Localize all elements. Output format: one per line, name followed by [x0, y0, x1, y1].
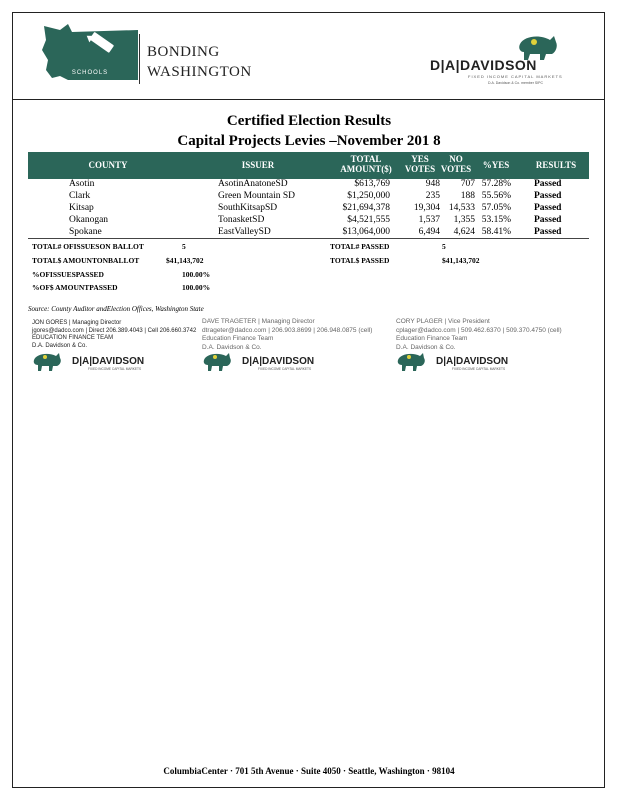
cell-amount: $1,250,000: [347, 191, 390, 201]
contact-team: EDUCATION FINANCE TEAM: [32, 335, 114, 341]
document-title: Certified Election Results: [226, 113, 392, 129]
cell-amount: $613,769: [354, 179, 390, 189]
col-pct: %YES: [482, 160, 510, 170]
col-no-l2: VOTES: [440, 164, 472, 174]
cell-yes: 1,537: [418, 215, 440, 225]
header-divider: [139, 34, 140, 84]
table-row: [28, 179, 589, 191]
cell-yes: 948: [425, 179, 440, 189]
contact-phone: cplager@dadco.com | 509.462.6370 | 509.370.4750 (cell): [396, 326, 562, 334]
table-row: [28, 203, 589, 215]
cell-issuer: EastValleySD: [218, 227, 271, 237]
cell-amount: $4,521,555: [347, 215, 390, 225]
contact-phone: jgores@dadco.com | Direct 206.389.4043 | Cell 206.660.3742: [32, 327, 197, 334]
footer-address: ColumbiaCenter · 701 5th Avenue · Suite 4050 · Seattle, Washington · 98104: [163, 766, 455, 776]
mini-wordmark: D|A|DAVIDSON: [242, 356, 315, 367]
cell-amount: $13,064,000: [342, 227, 390, 237]
cell-county: Asotin: [69, 179, 95, 189]
contact-firm: D.A. Davidson & Co.: [32, 342, 88, 349]
contact-jon-gores: [32, 320, 196, 350]
cell-county: Clark: [69, 191, 91, 201]
summary-pct-issues-label: %OFISSUESPASSED: [32, 270, 104, 279]
cell-no: 4,624: [453, 227, 475, 237]
cell-no: 14,533: [448, 203, 475, 213]
contact-name: CORY PLAGER | Vice President: [396, 318, 490, 325]
mini-subline: FIXED INCOME CAPITAL MARKETS: [88, 367, 142, 371]
cell-amount: $21,694,378: [342, 203, 390, 213]
summary-total-issues-value: 5: [182, 242, 186, 251]
col-results: RESULTS: [535, 160, 577, 170]
cell-pct: 53.15%: [481, 215, 511, 225]
cell-county: Kitsap: [69, 203, 94, 213]
cell-pct: 58.41%: [481, 227, 511, 237]
contact-team: Education Finance Team: [396, 335, 468, 342]
cell-result: Passed: [534, 191, 562, 201]
mini-wordmark: D|A|DAVIDSON: [436, 356, 509, 367]
col-yes-l1: YES: [411, 154, 429, 164]
summary-amount-passed-label: TOTAL$ PASSED: [330, 256, 390, 265]
cell-issuer: AsotinAnatoneSD: [218, 179, 288, 189]
col-amount-l1: TOTAL: [350, 154, 382, 164]
bison-icon: [398, 353, 425, 371]
mini-subline: FIXED INCOME CAPITAL MARKETS: [452, 367, 506, 371]
cell-no: 1,355: [453, 215, 475, 225]
contact-name: DAVE TRAGETER | Managing Director: [202, 318, 315, 325]
document-subtitle: Capital Projects Levies –November 201 8: [177, 133, 441, 149]
bison-icon: [204, 353, 231, 371]
table-bottom-rule: [28, 238, 589, 239]
davidson-subline-2: D.A. Davidson & Co. member SIPC: [488, 81, 544, 85]
cell-yes: 235: [425, 191, 440, 201]
mini-wordmark: D|A|DAVIDSON: [72, 356, 145, 367]
summary-amount-passed-value: $41,143,702: [442, 256, 480, 265]
summary-total-passed-label: TOTAL# PASSED: [330, 242, 390, 251]
summary-total-issues-label: TOTAL# OFISSUESON BALLOT: [32, 242, 144, 251]
cell-result: Passed: [534, 179, 562, 189]
col-amount: [328, 154, 404, 174]
davidson-wordmark: D|A|DAVIDSON: [430, 57, 537, 73]
col-issuer: ISSUER: [241, 160, 275, 170]
cell-pct: 57.28%: [481, 179, 511, 189]
contact-dave-trageter: [202, 318, 372, 352]
cell-pct: 55.56%: [481, 191, 511, 201]
summary-pct-amount-value: 100.00%: [182, 283, 211, 292]
contact-firm: D.A. Davidson & Co.: [202, 343, 262, 351]
cell-result: Passed: [534, 227, 562, 237]
cell-yes: 19,304: [413, 203, 440, 213]
contact-firm: D.A. Davidson & Co.: [396, 343, 456, 351]
source-note: Source: County Auditor andElection Offices, Washington State: [28, 305, 204, 313]
summary-pct-amount-label: %OF$ AMOUNTPASSED: [32, 283, 118, 292]
col-county: COUNTY: [88, 160, 128, 170]
cell-result: Passed: [534, 203, 562, 213]
davidson-mini-logo: [396, 352, 536, 374]
mini-subline: FIXED INCOME CAPITAL MARKETS: [258, 367, 312, 371]
table-row: [28, 191, 589, 203]
summary-total-passed-value: 5: [442, 242, 446, 251]
schools-badge: SCHOOLS: [71, 70, 109, 76]
davidson-mini-logo: [32, 352, 172, 374]
col-no: [438, 154, 474, 174]
bison-icon: [34, 353, 61, 371]
washington-schools-logo: [38, 20, 143, 88]
summary-pct-issues-value: 100.00%: [182, 270, 211, 279]
contact-phone: dtrageter@dadco.com | 206.903.8699 | 206.948.0875 (cell): [202, 326, 373, 334]
davidson-mini-logo: [202, 352, 342, 374]
cell-no: 188: [460, 191, 475, 201]
contact-cory-plager: [396, 318, 562, 352]
cell-county: Spokane: [69, 227, 102, 237]
cell-issuer: SouthKitsapSD: [218, 203, 278, 213]
cell-county: Okanogan: [69, 215, 109, 225]
col-amount-l2: AMOUNT($): [340, 164, 392, 174]
title-line-1: BONDING: [147, 44, 220, 60]
contact-name: JON GORES | Managing Director: [32, 320, 122, 326]
davidson-subline: FIXED INCOME CAPITAL MARKETS: [468, 74, 563, 79]
col-no-l1: NO: [449, 154, 463, 164]
summary-total-amount-label: TOTAL$ AMOUNTONBALLOT: [32, 256, 140, 265]
col-yes-l2: VOTES: [404, 164, 436, 174]
col-yes: [402, 154, 438, 174]
table-header: [28, 152, 589, 179]
cell-no: 707: [460, 179, 475, 189]
bonding-washington-title: [147, 42, 252, 82]
title-line-2: WASHINGTON: [147, 64, 252, 80]
summary-total-amount-value: $41,143,702: [166, 256, 204, 265]
contact-team: Education Finance Team: [202, 335, 274, 342]
davidson-logo: [428, 34, 578, 86]
cell-result: Passed: [534, 215, 562, 225]
cell-pct: 57.05%: [481, 203, 511, 213]
cell-yes: 6,494: [418, 227, 440, 237]
cell-issuer: Green Mountain SD: [218, 191, 296, 201]
table-row: [28, 215, 589, 227]
cell-issuer: TonasketSD: [218, 215, 265, 225]
